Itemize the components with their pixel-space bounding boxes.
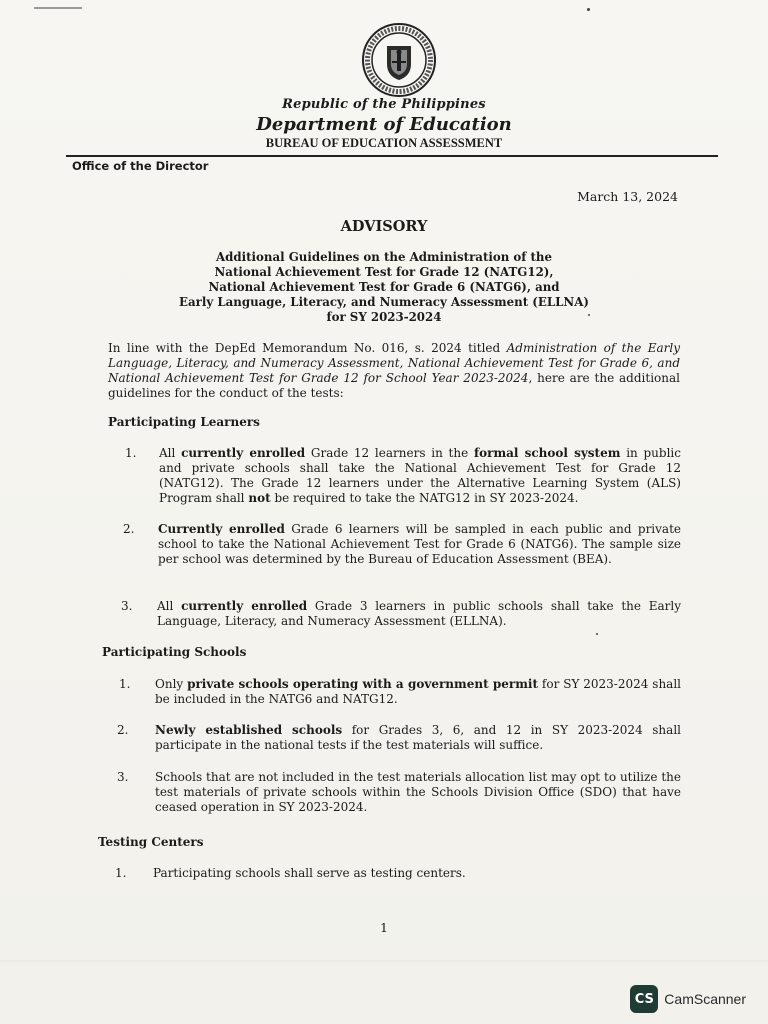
item-number: 1. <box>125 446 137 460</box>
subtitle-line: Early Language, Literacy, and Numeracy Assessment (ELLNA) <box>179 295 589 309</box>
office-label: Office of the Director <box>72 159 209 173</box>
list-item <box>117 723 681 755</box>
intro-text: In line with the DepEd Memorandum No. 016, s. 2024 titled <box>108 341 507 355</box>
advisory-title: ADVISORY <box>340 218 428 235</box>
list-item <box>119 677 681 709</box>
scan-speck <box>587 8 590 11</box>
document-date: March 13, 2024 <box>577 189 678 204</box>
item-text: Newly established schools for Grades 3, 6, and 12 in SY 2023-2024 shall participate in the national tests if the test materials will suffice. <box>155 723 681 752</box>
item-number: 1. <box>119 677 131 691</box>
camscanner-watermark <box>630 985 746 1013</box>
item-number: 3. <box>117 770 129 784</box>
scan-mark <box>34 7 82 9</box>
item-text: All currently enrolled Grade 3 learners in public schools shall take the Early Language, Literacy, and Numeracy Assessment (ELLNA). <box>157 599 682 628</box>
bureau-heading: BUREAU OF EDUCATION ASSESSMENT <box>265 136 503 150</box>
list-item <box>117 770 681 817</box>
item-text: All currently enrolled Grade 12 learners in the formal school system in public and private schools shall take the National Achievement Test for Grade 12 (NATG12). The Grade 12 learners under the Alternative Learning System (ALS) Program shall not be required to take the NATG12 in SY 2023-2024. <box>159 446 681 505</box>
subtitle-line: National Achievement Test for Grade 6 (NATG6), and <box>208 280 560 294</box>
item-number: 3. <box>121 599 133 613</box>
scan-speck <box>596 633 598 635</box>
item-text: Only private schools operating with a government permit for SY 2023-2024 shall be included in the NATG6 and NATG12. <box>155 677 682 706</box>
item-text: Currently enrolled Grade 6 learners will be sampled in each public and private school to take the National Achievement Test for Grade 6 (NATG6). The sample size per school was determined by the Bureau of Education Assessment (BEA). <box>158 522 681 566</box>
section-heading-schools: Participating Schools <box>102 645 247 659</box>
camscanner-logo-icon: CS <box>630 985 658 1013</box>
subtitle-line: Additional Guidelines on the Administration of the <box>215 250 553 264</box>
page-number: 1 <box>380 920 388 935</box>
department-heading: Department of Education <box>256 114 512 135</box>
item-text: Participating schools shall serve as testing centers. <box>153 866 466 880</box>
deped-seal-icon <box>361 22 437 98</box>
header-rule <box>66 155 718 157</box>
republic-heading: Republic of the Philippines <box>282 97 486 112</box>
list-item <box>123 522 681 584</box>
subtitle-line: National Achievement Test for Grade 12 (NATG12), <box>214 265 554 279</box>
list-item <box>115 866 681 883</box>
item-number: 1. <box>115 866 127 880</box>
memorandum-title: Administration of the Early Language, Literacy, and Numeracy Assessment, National Achievement Test for Grade 6, and National Achievement Test for Grade 12 for School Year 2023-2024 <box>108 341 680 385</box>
subtitle-line: for SY 2023-2024 <box>326 310 442 324</box>
item-number: 2. <box>123 522 135 536</box>
list-item <box>121 599 681 631</box>
section-heading-centers: Testing Centers <box>98 835 204 849</box>
camscanner-label: CamScanner <box>664 991 746 1007</box>
intro-paragraph <box>108 341 680 401</box>
section-heading-learners: Participating Learners <box>108 415 260 429</box>
intro-text: , here are the additional guidelines for the conduct of the tests: <box>108 371 680 400</box>
page-edge <box>0 960 768 964</box>
advisory-subtitle <box>0 250 768 325</box>
item-text: Schools that are not included in the test materials allocation list may opt to utilize the test materials of private schools within the Schools Division Office (SDO) that have ceased operation in SY 2023-2024. <box>155 770 681 814</box>
list-item <box>125 446 681 508</box>
item-number: 2. <box>117 723 129 737</box>
